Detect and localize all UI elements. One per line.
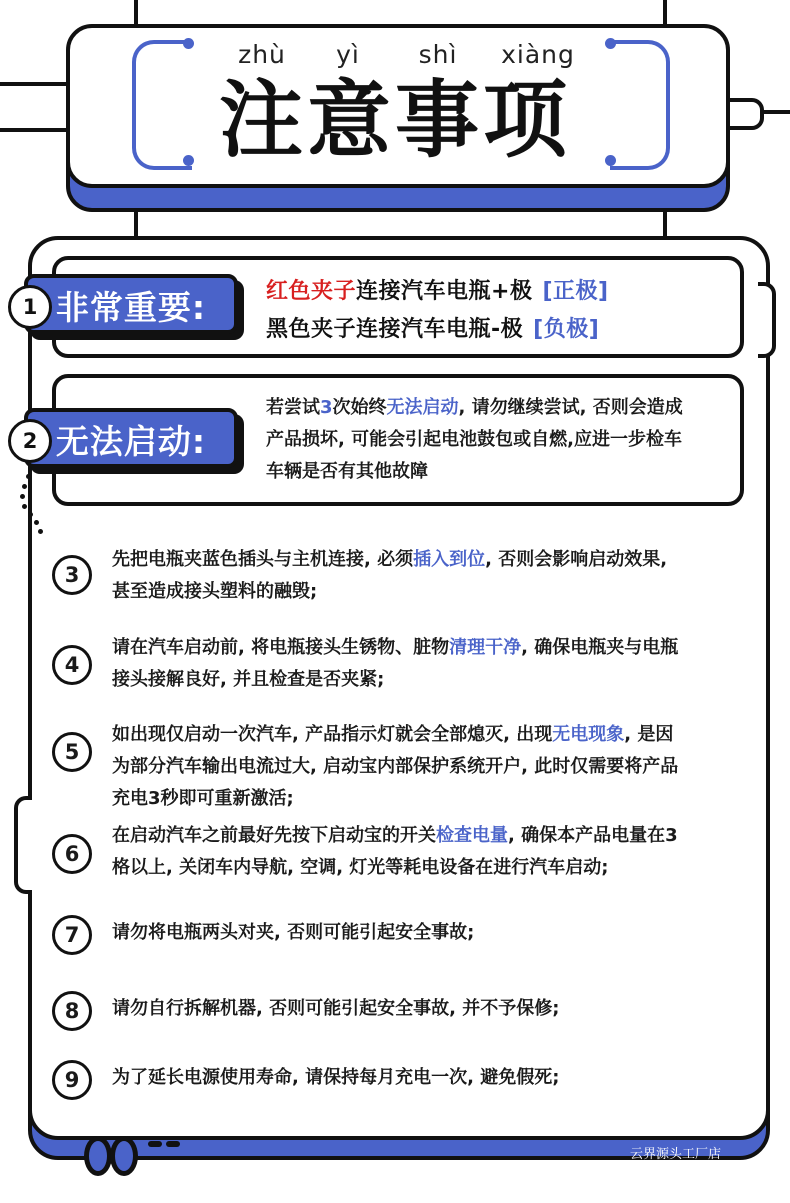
bracket-dot	[183, 38, 194, 49]
dotted-curve	[16, 474, 42, 534]
positive-label: [正极]	[542, 279, 609, 304]
page-title: 注意事项	[218, 71, 571, 169]
important-tag: 非常重要:	[24, 274, 238, 334]
list-item-9: 为了延长电源使用寿命, 请保持每月充电一次, 避免假死;	[112, 1067, 560, 1088]
line1-rest: 连接汽车电瓶+极	[356, 279, 533, 304]
number-badge-2: 2	[8, 419, 52, 463]
list-item-6: 在启动汽车之前最好先按下启动宝的开关检查电量, 确保本产品电量在3 格以上, 关闭车内导航, 空调, 灯光等耗电设备在进行汽车启动;	[112, 825, 678, 878]
cs-line-1: 若尝试3次始终无法启动, 请勿继续尝试, 否则会造成	[266, 397, 683, 418]
number-badge-5: 5	[52, 732, 92, 772]
side-tab-right	[758, 282, 776, 358]
red-clip-text: 红色夹子	[266, 279, 357, 304]
pinyin-xiang: xiàng	[501, 40, 575, 69]
bracket-dot	[605, 155, 616, 166]
number-badge-9: 9	[52, 1060, 92, 1100]
binder-ring	[110, 1136, 138, 1176]
bottom-dash	[148, 1141, 162, 1147]
frame-line	[0, 82, 70, 86]
important-line-2	[266, 312, 599, 343]
pinyin-shi: shì	[418, 40, 458, 69]
list-item-5: 如出现仅启动一次汽车, 产品指示灯就会全部熄灭, 出现无电现象, 是因 为部分汽车输出电流过大, 启动宝内部保护系统开户, 此时仅需要将产品 充电3秒即可重新激活;	[112, 724, 679, 809]
pinyin-zhu: zhù	[238, 40, 286, 69]
binder-ring	[84, 1136, 112, 1176]
list-item-7: 请勿将电瓶两头对夹, 否则可能引起安全事故;	[112, 922, 475, 943]
cs-line-2: 产品损坏, 可能会引起电池鼓包或自燃,应进一步检车	[266, 429, 682, 450]
cannot-start-text	[266, 392, 736, 488]
number-badge-4: 4	[52, 645, 92, 685]
line2-text: 黑色夹子连接汽车电瓶-极	[266, 317, 524, 342]
header-bracket-right	[610, 40, 670, 170]
cannot-start-tag: 无法启动:	[24, 408, 238, 468]
list-item-3: 先把电瓶夹蓝色插头与主机连接, 必须插入到位, 否则会影响启动效果, 甚至造成接头塑料的融毁;	[112, 549, 668, 602]
number-badge-7: 7	[52, 915, 92, 955]
frame-line	[0, 128, 70, 132]
number-badge-1: 1	[8, 285, 52, 329]
number-badge-3: 3	[52, 555, 92, 595]
important-line-1	[266, 274, 609, 305]
list-item-8: 请勿自行拆解机器, 否则可能引起安全事故, 并不予保修;	[112, 998, 560, 1019]
list-item-4: 请在汽车启动前, 将电瓶接头生锈物、脏物清理干净, 确保电瓶夹与电瓶 接头接解良好, 并且检查是否夹紧;	[112, 637, 679, 690]
header-bracket-left	[132, 40, 192, 170]
negative-label: [负极]	[533, 317, 600, 342]
side-tab-left	[14, 796, 32, 894]
bottom-dash	[166, 1141, 180, 1147]
pinyin-yi: yì	[336, 40, 360, 69]
bracket-dot	[605, 38, 616, 49]
number-badge-8: 8	[52, 991, 92, 1031]
bracket-dot	[183, 155, 194, 166]
number-badge-6: 6	[52, 834, 92, 874]
watermark: 云界源头工厂店	[630, 1146, 722, 1161]
cs-line-3: 车辆是否有其他故障	[266, 461, 428, 482]
